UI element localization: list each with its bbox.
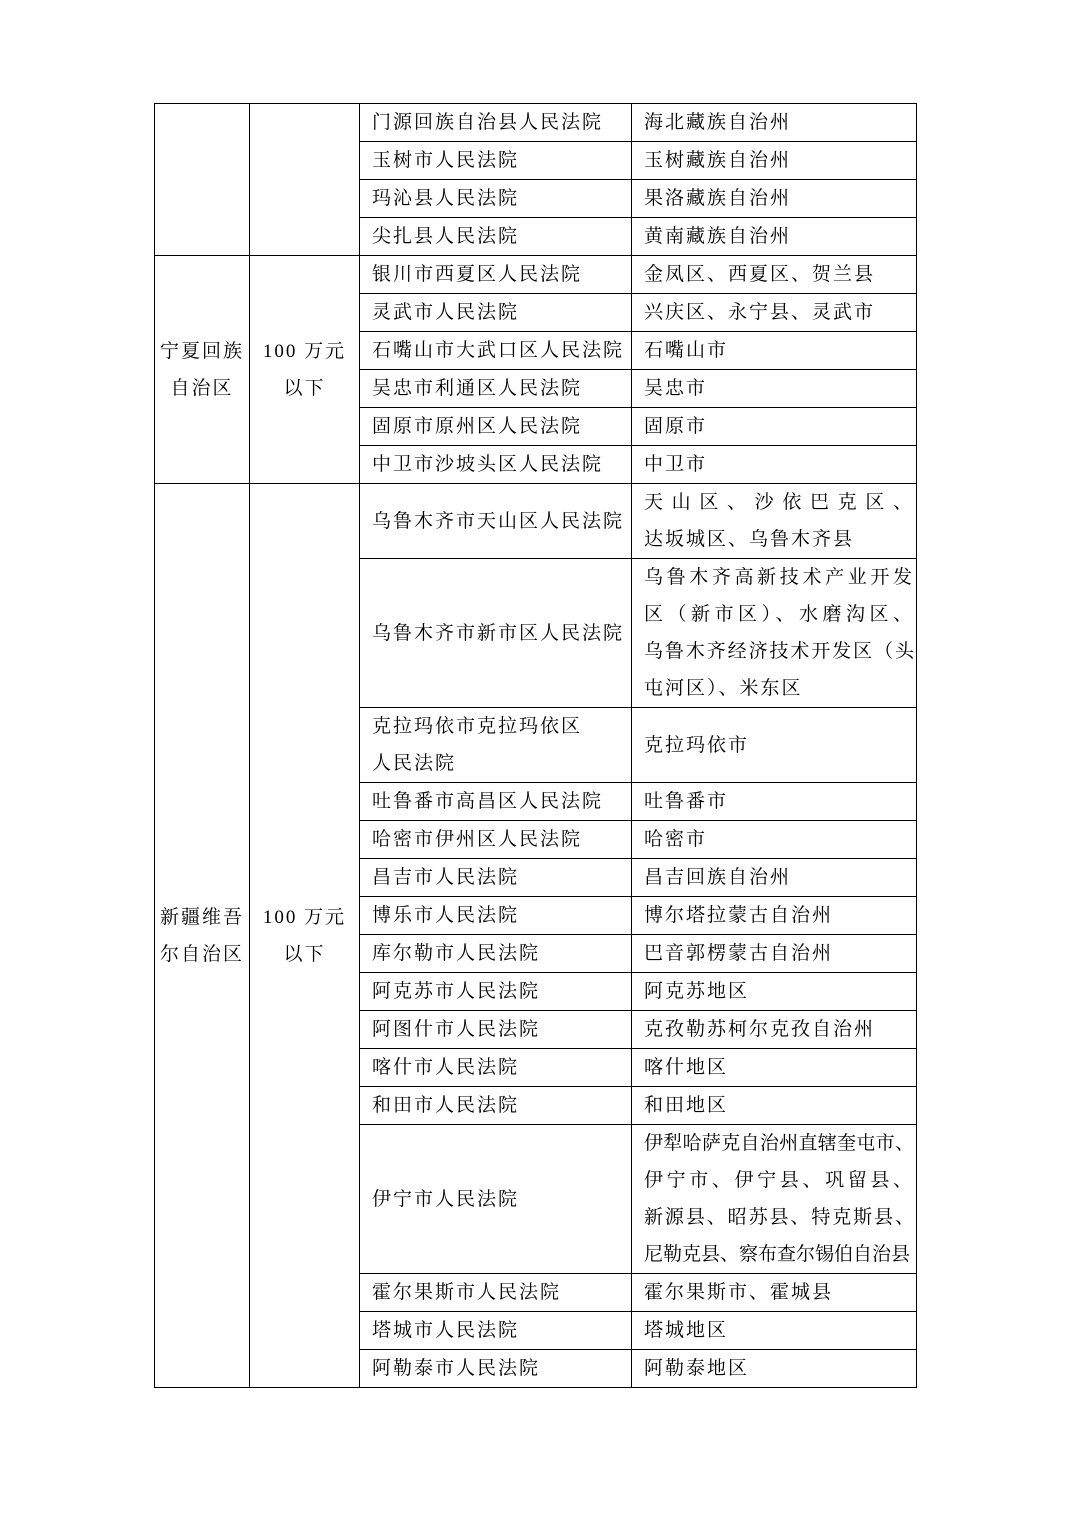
jurisdiction-cell: [632, 1125, 917, 1274]
court-cell: [360, 218, 632, 256]
court-cell: [360, 1274, 632, 1312]
court-cell: [360, 142, 632, 180]
text-line: 自治区: [170, 377, 234, 399]
jurisdiction-cell: [632, 218, 917, 256]
court-cell: [360, 859, 632, 897]
jurisdiction-cell: [632, 180, 917, 218]
text-line: 霍尔果斯市人民法院: [372, 1282, 562, 1303]
court-cell: [360, 1011, 632, 1049]
jurisdiction-cell: [632, 897, 917, 935]
text-line: 固原市原州区人民法院: [372, 416, 583, 437]
text-line: 伊宁市人民法院: [372, 1188, 520, 1210]
text-line: 玉树藏族自治州: [644, 150, 792, 171]
text-line: 区（新市区）、水磨沟区、: [644, 604, 914, 625]
text-line: 和田地区: [644, 1095, 729, 1116]
amount-cell: [250, 256, 360, 484]
text-line: 喀什市人民法院: [372, 1057, 520, 1078]
text-line: 库尔勒市人民法院: [372, 943, 541, 964]
court-cell: [360, 897, 632, 935]
text-line: 人民法院: [372, 753, 457, 774]
court-cell: [360, 821, 632, 859]
text-line: 金凤区、西夏区、贺兰县: [644, 264, 876, 285]
text-line: 阿勒泰地区: [644, 1358, 750, 1379]
jurisdiction-cell: [632, 294, 917, 332]
text-line: 黄南藏族自治州: [644, 226, 792, 247]
text-line: 阿图什市人民法院: [372, 1019, 541, 1040]
text-line: 100 万元: [262, 340, 347, 362]
jurisdiction-cell: [632, 408, 917, 446]
text-line: 塔城地区: [644, 1320, 729, 1341]
jurisdiction-cell: [632, 1350, 917, 1388]
jurisdiction-cell: [632, 1087, 917, 1125]
text-line: 吴忠市利通区人民法院: [372, 378, 583, 399]
jurisdiction-cell: [632, 104, 917, 142]
text-line: 石嘴山市大武口区人民法院: [372, 340, 625, 361]
court-cell: [360, 708, 632, 783]
text-line: 果洛藏族自治州: [644, 188, 792, 209]
text-line: 中卫市沙坡头区人民法院: [372, 454, 604, 475]
text-line: 门源回族自治县人民法院: [372, 112, 604, 133]
text-line: 伊犁哈萨克自治州直辖奎屯市、: [644, 1133, 914, 1154]
text-line: 和田市人民法院: [372, 1095, 520, 1116]
text-line: 新源县、昭苏县、特克斯县、: [644, 1207, 914, 1228]
text-line: 克拉玛依市克拉玛依区: [372, 716, 583, 737]
jurisdiction-cell: [632, 1312, 917, 1350]
text-line: 塔城市人民法院: [372, 1320, 520, 1341]
court-cell: [360, 408, 632, 446]
court-cell: [360, 559, 632, 708]
jurisdiction-cell: [632, 370, 917, 408]
text-line: 银川市西夏区人民法院: [372, 264, 583, 285]
court-cell: [360, 1125, 632, 1274]
text-line: 阿克苏地区: [644, 981, 750, 1002]
text-line: 新疆维吾: [159, 906, 244, 928]
court-cell: [360, 104, 632, 142]
region-cell: [155, 484, 250, 1388]
court-cell: [360, 973, 632, 1011]
jurisdiction-cell: [632, 484, 917, 559]
text-line: 喀什地区: [644, 1057, 729, 1078]
jurisdiction-table: [154, 103, 917, 1388]
text-line: 吴忠市: [644, 378, 708, 399]
table-body: [155, 104, 917, 1388]
jurisdiction-cell: [632, 1049, 917, 1087]
text-line: 达坂城区、乌鲁木齐县: [644, 529, 855, 550]
text-line: 乌鲁木齐经济技术开发区（头: [644, 641, 914, 662]
region-cell: [155, 256, 250, 484]
text-line: 尼勒克县、察布查尔锡伯自治县: [644, 1244, 911, 1265]
court-cell: [360, 783, 632, 821]
text-line: 阿克苏市人民法院: [372, 981, 541, 1002]
text-line: 宁夏回族: [159, 340, 244, 362]
amount-cell: [250, 484, 360, 1388]
jurisdiction-cell: [632, 708, 917, 783]
text-line: 克孜勒苏柯尔克孜自治州: [644, 1019, 876, 1040]
amount-cell: [250, 104, 360, 256]
jurisdiction-cell: [632, 559, 917, 708]
jurisdiction-cell: [632, 821, 917, 859]
text-line: 兴庆区、永宁县、灵武市: [644, 302, 876, 323]
text-line: 石嘴山市: [644, 340, 729, 361]
jurisdiction-cell: [632, 446, 917, 484]
text-line: 巴音郭楞蒙古自治州: [644, 943, 834, 964]
court-cell: [360, 1049, 632, 1087]
text-line: 乌鲁木齐高新技术产业开发: [644, 567, 914, 588]
text-line: 尖扎县人民法院: [372, 226, 520, 247]
text-line: 玛沁县人民法院: [372, 188, 520, 209]
text-line: 中卫市: [644, 454, 708, 475]
text-line: 玉树市人民法院: [372, 150, 520, 171]
jurisdiction-cell: [632, 256, 917, 294]
court-cell: [360, 1350, 632, 1388]
text-line: 天山区、沙依巴克区、: [644, 492, 914, 513]
court-cell: [360, 484, 632, 559]
table-row: [155, 256, 917, 294]
jurisdiction-cell: [632, 783, 917, 821]
jurisdiction-cell: [632, 935, 917, 973]
jurisdiction-cell: [632, 859, 917, 897]
text-line: 伊宁市、伊宁县、巩留县、: [644, 1170, 914, 1191]
text-line: 哈密市伊州区人民法院: [372, 829, 583, 850]
text-line: 灵武市人民法院: [372, 302, 520, 323]
text-line: 乌鲁木齐市天山区人民法院: [372, 510, 625, 532]
court-cell: [360, 256, 632, 294]
court-cell: [360, 370, 632, 408]
text-line: 霍尔果斯市、霍城县: [644, 1282, 834, 1303]
text-line: 乌鲁木齐市新市区人民法院: [372, 622, 625, 644]
court-cell: [360, 180, 632, 218]
text-line: 以下: [283, 943, 326, 965]
text-line: 昌吉回族自治州: [644, 867, 792, 888]
region-cell: [155, 104, 250, 256]
jurisdiction-cell: [632, 332, 917, 370]
court-cell: [360, 1312, 632, 1350]
court-cell: [360, 935, 632, 973]
text-line: 以下: [283, 377, 326, 399]
table-row: [155, 104, 917, 142]
court-cell: [360, 446, 632, 484]
court-cell: [360, 1087, 632, 1125]
jurisdiction-cell: [632, 142, 917, 180]
jurisdiction-cell: [632, 1011, 917, 1049]
text-line: 昌吉市人民法院: [372, 867, 520, 888]
text-line: 克拉玛依市: [644, 734, 750, 756]
text-line: 尔自治区: [159, 943, 244, 965]
court-cell: [360, 294, 632, 332]
text-line: 阿勒泰市人民法院: [372, 1358, 541, 1379]
text-line: 博尔塔拉蒙古自治州: [644, 905, 834, 926]
text-line: 哈密市: [644, 829, 708, 850]
court-cell: [360, 332, 632, 370]
table-row: [155, 484, 917, 559]
jurisdiction-cell: [632, 973, 917, 1011]
text-line: 100 万元: [262, 906, 347, 928]
jurisdiction-cell: [632, 1274, 917, 1312]
text-line: 吐鲁番市: [644, 791, 729, 812]
text-line: 屯河区）、米东区: [644, 678, 803, 699]
text-line: 博乐市人民法院: [372, 905, 520, 926]
text-line: 海北藏族自治州: [644, 112, 792, 133]
text-line: 吐鲁番市高昌区人民法院: [372, 791, 604, 812]
text-line: 固原市: [644, 416, 708, 437]
